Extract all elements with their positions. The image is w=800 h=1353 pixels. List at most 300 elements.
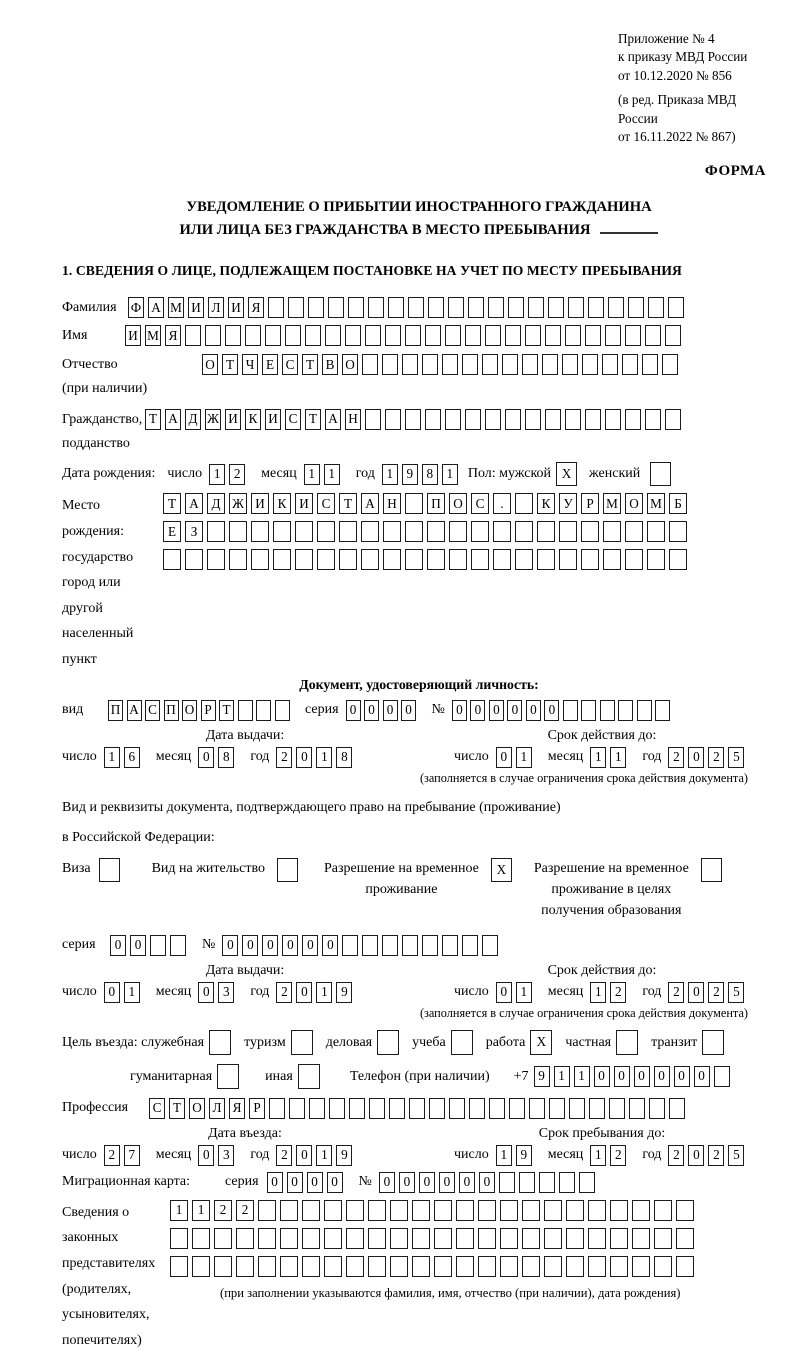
char-cell[interactable]: [346, 1228, 364, 1249]
char-cell[interactable]: [610, 1256, 628, 1277]
char-cell[interactable]: [302, 1228, 320, 1249]
char-cell[interactable]: [280, 1256, 298, 1277]
identity-issue-month-cells[interactable]: [198, 747, 238, 768]
char-cell[interactable]: [348, 297, 364, 318]
char-cell[interactable]: 0: [322, 935, 338, 956]
char-cell[interactable]: [365, 325, 381, 346]
char-cell[interactable]: 0: [104, 982, 120, 1003]
char-cell[interactable]: [605, 325, 621, 346]
doc-series-cells[interactable]: [346, 700, 420, 721]
char-cell[interactable]: [207, 549, 225, 570]
char-cell[interactable]: О: [182, 700, 197, 721]
char-cell[interactable]: [618, 700, 633, 721]
char-cell[interactable]: О: [189, 1098, 205, 1119]
char-cell[interactable]: [236, 1228, 254, 1249]
char-cell[interactable]: 1: [209, 464, 225, 485]
char-cell[interactable]: [545, 325, 561, 346]
char-cell[interactable]: [565, 325, 581, 346]
char-cell[interactable]: [291, 1030, 313, 1055]
char-cell[interactable]: [625, 549, 643, 570]
char-cell[interactable]: Т: [163, 493, 181, 514]
char-cell[interactable]: [317, 549, 335, 570]
char-cell[interactable]: 9: [402, 464, 418, 485]
identity-valid-year-cells[interactable]: [668, 747, 748, 768]
char-cell[interactable]: 0: [544, 700, 559, 721]
char-cell[interactable]: М: [647, 493, 665, 514]
char-cell[interactable]: [582, 354, 598, 375]
char-cell[interactable]: [585, 325, 601, 346]
char-cell[interactable]: [449, 549, 467, 570]
char-cell[interactable]: 2: [276, 982, 292, 1003]
char-cell[interactable]: [676, 1256, 694, 1277]
char-cell[interactable]: 0: [634, 1066, 650, 1087]
char-cell[interactable]: [449, 1098, 465, 1119]
char-cell[interactable]: [542, 354, 558, 375]
char-cell[interactable]: 0: [401, 700, 416, 721]
purpose-other-checkbox[interactable]: [298, 1064, 324, 1089]
char-cell[interactable]: Т: [219, 700, 234, 721]
char-cell[interactable]: [462, 935, 478, 956]
char-cell[interactable]: [500, 1200, 518, 1221]
char-cell[interactable]: [478, 1256, 496, 1277]
char-cell[interactable]: [645, 325, 661, 346]
identity-issue-day-cells[interactable]: [104, 747, 144, 768]
char-cell[interactable]: Ч: [242, 354, 258, 375]
birth-place-row1-cells[interactable]: [163, 493, 691, 514]
char-cell[interactable]: 0: [346, 700, 361, 721]
char-cell[interactable]: [325, 325, 341, 346]
char-cell[interactable]: [368, 1256, 386, 1277]
birth-day-cells[interactable]: [209, 464, 249, 485]
char-cell[interactable]: [581, 521, 599, 542]
identity-valid-day-cells[interactable]: [496, 747, 536, 768]
char-cell[interactable]: [566, 1228, 584, 1249]
char-cell[interactable]: [427, 549, 445, 570]
char-cell[interactable]: [608, 297, 624, 318]
char-cell[interactable]: [563, 700, 578, 721]
char-cell[interactable]: 1: [554, 1066, 570, 1087]
char-cell[interactable]: [522, 1200, 540, 1221]
char-cell[interactable]: 2: [214, 1200, 232, 1221]
char-cell[interactable]: [170, 1228, 188, 1249]
char-cell[interactable]: 0: [496, 982, 512, 1003]
char-cell[interactable]: [342, 935, 358, 956]
char-cell[interactable]: Ж: [229, 493, 247, 514]
char-cell[interactable]: [305, 325, 321, 346]
char-cell[interactable]: [669, 549, 687, 570]
char-cell[interactable]: [285, 325, 301, 346]
char-cell[interactable]: [625, 409, 641, 430]
char-cell[interactable]: [277, 858, 298, 882]
char-cell[interactable]: [701, 858, 722, 882]
char-cell[interactable]: К: [245, 409, 261, 430]
char-cell[interactable]: С: [149, 1098, 165, 1119]
char-cell[interactable]: [390, 1200, 408, 1221]
char-cell[interactable]: [339, 549, 357, 570]
char-cell[interactable]: 0: [614, 1066, 630, 1087]
char-cell[interactable]: [525, 325, 541, 346]
char-cell[interactable]: [402, 935, 418, 956]
char-cell[interactable]: [502, 354, 518, 375]
char-cell[interactable]: [471, 549, 489, 570]
char-cell[interactable]: 0: [267, 1172, 283, 1193]
char-cell[interactable]: [289, 1098, 305, 1119]
char-cell[interactable]: [648, 297, 664, 318]
char-cell[interactable]: Н: [345, 409, 361, 430]
char-cell[interactable]: 2: [276, 747, 292, 768]
char-cell[interactable]: [625, 325, 641, 346]
char-cell[interactable]: [346, 1200, 364, 1221]
char-cell[interactable]: [170, 935, 186, 956]
char-cell[interactable]: 1: [574, 1066, 590, 1087]
char-cell[interactable]: [566, 1200, 584, 1221]
char-cell[interactable]: [665, 409, 681, 430]
char-cell[interactable]: [654, 1228, 672, 1249]
given-name-cells[interactable]: [125, 325, 685, 346]
edu-permit-checkbox[interactable]: [701, 858, 726, 882]
char-cell[interactable]: [515, 493, 533, 514]
char-cell[interactable]: 2: [276, 1145, 292, 1166]
char-cell[interactable]: Б: [669, 493, 687, 514]
char-cell[interactable]: 0: [526, 700, 541, 721]
char-cell[interactable]: [465, 409, 481, 430]
char-cell[interactable]: С: [317, 493, 335, 514]
char-cell[interactable]: 0: [459, 1172, 475, 1193]
char-cell[interactable]: [214, 1228, 232, 1249]
char-cell[interactable]: [225, 325, 241, 346]
char-cell[interactable]: [628, 297, 644, 318]
char-cell[interactable]: [251, 521, 269, 542]
residence-valid-month-cells[interactable]: [590, 982, 630, 1003]
char-cell[interactable]: 9: [336, 1145, 352, 1166]
char-cell[interactable]: [505, 325, 521, 346]
char-cell[interactable]: 8: [422, 464, 438, 485]
char-cell[interactable]: И: [265, 409, 281, 430]
char-cell[interactable]: [405, 521, 423, 542]
char-cell[interactable]: [288, 297, 304, 318]
char-cell[interactable]: [185, 549, 203, 570]
char-cell[interactable]: [229, 549, 247, 570]
char-cell[interactable]: В: [322, 354, 338, 375]
char-cell[interactable]: 1: [124, 982, 140, 1003]
gender-female-checkbox[interactable]: [650, 462, 675, 486]
char-cell[interactable]: [412, 1228, 430, 1249]
char-cell[interactable]: [642, 354, 658, 375]
char-cell[interactable]: [632, 1228, 650, 1249]
char-cell[interactable]: Т: [305, 409, 321, 430]
char-cell[interactable]: 9: [534, 1066, 550, 1087]
char-cell[interactable]: [645, 409, 661, 430]
char-cell[interactable]: [389, 1098, 405, 1119]
char-cell[interactable]: [581, 549, 599, 570]
char-cell[interactable]: [610, 1228, 628, 1249]
char-cell[interactable]: [537, 521, 555, 542]
residence-series-cells[interactable]: [110, 935, 190, 956]
citizenship-cells[interactable]: [145, 409, 685, 430]
char-cell[interactable]: [192, 1256, 210, 1277]
char-cell[interactable]: У: [559, 493, 577, 514]
char-cell[interactable]: 1: [590, 1145, 606, 1166]
char-cell[interactable]: [605, 409, 621, 430]
char-cell[interactable]: [368, 1228, 386, 1249]
char-cell[interactable]: [434, 1228, 452, 1249]
char-cell[interactable]: 2: [668, 747, 684, 768]
char-cell[interactable]: [308, 297, 324, 318]
char-cell[interactable]: [522, 1228, 540, 1249]
char-cell[interactable]: И: [188, 297, 204, 318]
char-cell[interactable]: [581, 700, 596, 721]
residence-issue-day-cells[interactable]: [104, 982, 144, 1003]
char-cell[interactable]: [229, 521, 247, 542]
char-cell[interactable]: [610, 1200, 628, 1221]
char-cell[interactable]: [409, 1098, 425, 1119]
char-cell[interactable]: 1: [382, 464, 398, 485]
char-cell[interactable]: [428, 297, 444, 318]
char-cell[interactable]: И: [125, 325, 141, 346]
char-cell[interactable]: [654, 1200, 672, 1221]
char-cell[interactable]: [269, 1098, 285, 1119]
char-cell[interactable]: П: [427, 493, 445, 514]
char-cell[interactable]: [422, 935, 438, 956]
char-cell[interactable]: [451, 1030, 473, 1055]
char-cell[interactable]: [544, 1228, 562, 1249]
birth-place-row2-cells[interactable]: [163, 521, 691, 542]
char-cell[interactable]: [579, 1172, 595, 1193]
purpose-study-checkbox[interactable]: [451, 1030, 477, 1055]
doc-type-cells[interactable]: [108, 700, 293, 721]
residence-issue-year-cells[interactable]: [276, 982, 356, 1003]
char-cell[interactable]: 0: [130, 935, 146, 956]
char-cell[interactable]: [275, 700, 290, 721]
char-cell[interactable]: [662, 354, 678, 375]
char-cell[interactable]: Ж: [205, 409, 221, 430]
char-cell[interactable]: Я: [229, 1098, 245, 1119]
char-cell[interactable]: [654, 1256, 672, 1277]
char-cell[interactable]: 0: [439, 1172, 455, 1193]
char-cell[interactable]: [465, 325, 481, 346]
char-cell[interactable]: [603, 521, 621, 542]
purpose-tourism-checkbox[interactable]: [291, 1030, 317, 1055]
char-cell[interactable]: С: [471, 493, 489, 514]
char-cell[interactable]: [588, 1256, 606, 1277]
char-cell[interactable]: [668, 297, 684, 318]
char-cell[interactable]: [214, 1256, 232, 1277]
char-cell[interactable]: Л: [208, 297, 224, 318]
char-cell[interactable]: [427, 521, 445, 542]
char-cell[interactable]: [170, 1256, 188, 1277]
char-cell[interactable]: 0: [419, 1172, 435, 1193]
char-cell[interactable]: [345, 325, 361, 346]
char-cell[interactable]: [529, 1098, 545, 1119]
char-cell[interactable]: 3: [218, 982, 234, 1003]
purpose-official-checkbox[interactable]: [209, 1030, 235, 1055]
char-cell[interactable]: [456, 1256, 474, 1277]
char-cell[interactable]: [324, 1200, 342, 1221]
char-cell[interactable]: [469, 1098, 485, 1119]
char-cell[interactable]: А: [127, 700, 142, 721]
char-cell[interactable]: [559, 549, 577, 570]
char-cell[interactable]: [548, 297, 564, 318]
char-cell[interactable]: [442, 935, 458, 956]
char-cell[interactable]: [295, 549, 313, 570]
char-cell[interactable]: [361, 549, 379, 570]
char-cell[interactable]: [519, 1172, 535, 1193]
birth-month-cells[interactable]: [304, 464, 344, 485]
char-cell[interactable]: [280, 1228, 298, 1249]
char-cell[interactable]: [600, 700, 615, 721]
char-cell[interactable]: [346, 1256, 364, 1277]
char-cell[interactable]: Р: [249, 1098, 265, 1119]
char-cell[interactable]: [385, 325, 401, 346]
char-cell[interactable]: [537, 549, 555, 570]
char-cell[interactable]: [545, 409, 561, 430]
blank-underline[interactable]: [600, 221, 658, 234]
char-cell[interactable]: [647, 521, 665, 542]
char-cell[interactable]: [505, 409, 521, 430]
char-cell[interactable]: А: [325, 409, 341, 430]
char-cell[interactable]: [205, 325, 221, 346]
char-cell[interactable]: Е: [163, 521, 181, 542]
char-cell[interactable]: 1: [170, 1200, 188, 1221]
birth-year-cells[interactable]: [382, 464, 462, 485]
char-cell[interactable]: 0: [688, 1145, 704, 1166]
char-cell[interactable]: Ф: [128, 297, 144, 318]
char-cell[interactable]: [217, 1064, 239, 1089]
char-cell[interactable]: 1: [104, 747, 120, 768]
char-cell[interactable]: Т: [145, 409, 161, 430]
visa-checkbox[interactable]: [99, 858, 124, 882]
char-cell[interactable]: 0: [198, 982, 214, 1003]
char-cell[interactable]: 2: [708, 747, 724, 768]
char-cell[interactable]: [302, 1256, 320, 1277]
char-cell[interactable]: [489, 1098, 505, 1119]
char-cell[interactable]: [236, 1256, 254, 1277]
char-cell[interactable]: [625, 521, 643, 542]
char-cell[interactable]: [528, 297, 544, 318]
char-cell[interactable]: 2: [229, 464, 245, 485]
char-cell[interactable]: 0: [198, 747, 214, 768]
char-cell[interactable]: А: [361, 493, 379, 514]
char-cell[interactable]: 7: [124, 1145, 140, 1166]
char-cell[interactable]: [273, 549, 291, 570]
char-cell[interactable]: Н: [383, 493, 401, 514]
representatives-row3-cells[interactable]: [170, 1256, 698, 1277]
char-cell[interactable]: [192, 1228, 210, 1249]
char-cell[interactable]: [588, 297, 604, 318]
char-cell[interactable]: [602, 354, 618, 375]
char-cell[interactable]: [163, 549, 181, 570]
char-cell[interactable]: [515, 521, 533, 542]
char-cell[interactable]: [544, 1256, 562, 1277]
char-cell[interactable]: 2: [610, 982, 626, 1003]
char-cell[interactable]: [362, 935, 378, 956]
char-cell[interactable]: [209, 1030, 231, 1055]
char-cell[interactable]: [562, 354, 578, 375]
char-cell[interactable]: [500, 1228, 518, 1249]
residence-valid-day-cells[interactable]: [496, 982, 536, 1003]
char-cell[interactable]: 1: [590, 747, 606, 768]
char-cell[interactable]: [302, 1200, 320, 1221]
char-cell[interactable]: [632, 1256, 650, 1277]
residence-issue-month-cells[interactable]: [198, 982, 238, 1003]
char-cell[interactable]: [589, 1098, 605, 1119]
char-cell[interactable]: Т: [339, 493, 357, 514]
representatives-row1-cells[interactable]: [170, 1200, 698, 1221]
purpose-business-checkbox[interactable]: [377, 1030, 403, 1055]
char-cell[interactable]: [445, 409, 461, 430]
char-cell[interactable]: [268, 297, 284, 318]
char-cell[interactable]: [258, 1228, 276, 1249]
char-cell[interactable]: [425, 409, 441, 430]
char-cell[interactable]: П: [108, 700, 123, 721]
char-cell[interactable]: [515, 549, 533, 570]
char-cell[interactable]: [405, 493, 423, 514]
char-cell[interactable]: 2: [668, 1145, 684, 1166]
char-cell[interactable]: Т: [302, 354, 318, 375]
char-cell[interactable]: И: [225, 409, 241, 430]
char-cell[interactable]: 0: [479, 1172, 495, 1193]
char-cell[interactable]: 8: [336, 747, 352, 768]
char-cell[interactable]: И: [251, 493, 269, 514]
char-cell[interactable]: 1: [516, 747, 532, 768]
char-cell[interactable]: М: [145, 325, 161, 346]
char-cell[interactable]: Я: [248, 297, 264, 318]
char-cell[interactable]: [295, 521, 313, 542]
residence-number-cells[interactable]: [222, 935, 502, 956]
char-cell[interactable]: 0: [307, 1172, 323, 1193]
char-cell[interactable]: М: [168, 297, 184, 318]
char-cell[interactable]: [616, 1030, 638, 1055]
char-cell[interactable]: .: [493, 493, 511, 514]
char-cell[interactable]: [559, 521, 577, 542]
char-cell[interactable]: К: [537, 493, 555, 514]
char-cell[interactable]: X: [556, 462, 577, 486]
char-cell[interactable]: [485, 409, 501, 430]
char-cell[interactable]: 2: [668, 982, 684, 1003]
purpose-private-checkbox[interactable]: [616, 1030, 642, 1055]
char-cell[interactable]: [368, 1200, 386, 1221]
char-cell[interactable]: 0: [688, 747, 704, 768]
doc-number-cells[interactable]: [452, 700, 674, 721]
char-cell[interactable]: [632, 1200, 650, 1221]
char-cell[interactable]: 2: [104, 1145, 120, 1166]
char-cell[interactable]: [412, 1200, 430, 1221]
char-cell[interactable]: [544, 1200, 562, 1221]
char-cell[interactable]: [676, 1228, 694, 1249]
char-cell[interactable]: [448, 297, 464, 318]
char-cell[interactable]: [522, 1256, 540, 1277]
char-cell[interactable]: [349, 1098, 365, 1119]
char-cell[interactable]: [449, 521, 467, 542]
char-cell[interactable]: [493, 549, 511, 570]
char-cell[interactable]: [339, 521, 357, 542]
temp-permit-checkbox[interactable]: [491, 858, 516, 882]
char-cell[interactable]: Т: [169, 1098, 185, 1119]
char-cell[interactable]: 0: [198, 1145, 214, 1166]
char-cell[interactable]: [298, 1064, 320, 1089]
char-cell[interactable]: [629, 1098, 645, 1119]
char-cell[interactable]: 0: [327, 1172, 343, 1193]
residence-permit-checkbox[interactable]: [277, 858, 302, 882]
char-cell[interactable]: 1: [442, 464, 458, 485]
char-cell[interactable]: 1: [316, 982, 332, 1003]
char-cell[interactable]: [649, 1098, 665, 1119]
char-cell[interactable]: [525, 409, 541, 430]
purpose-transit-checkbox[interactable]: [702, 1030, 728, 1055]
char-cell[interactable]: 5: [728, 747, 744, 768]
char-cell[interactable]: [478, 1228, 496, 1249]
identity-issue-year-cells[interactable]: [276, 747, 356, 768]
